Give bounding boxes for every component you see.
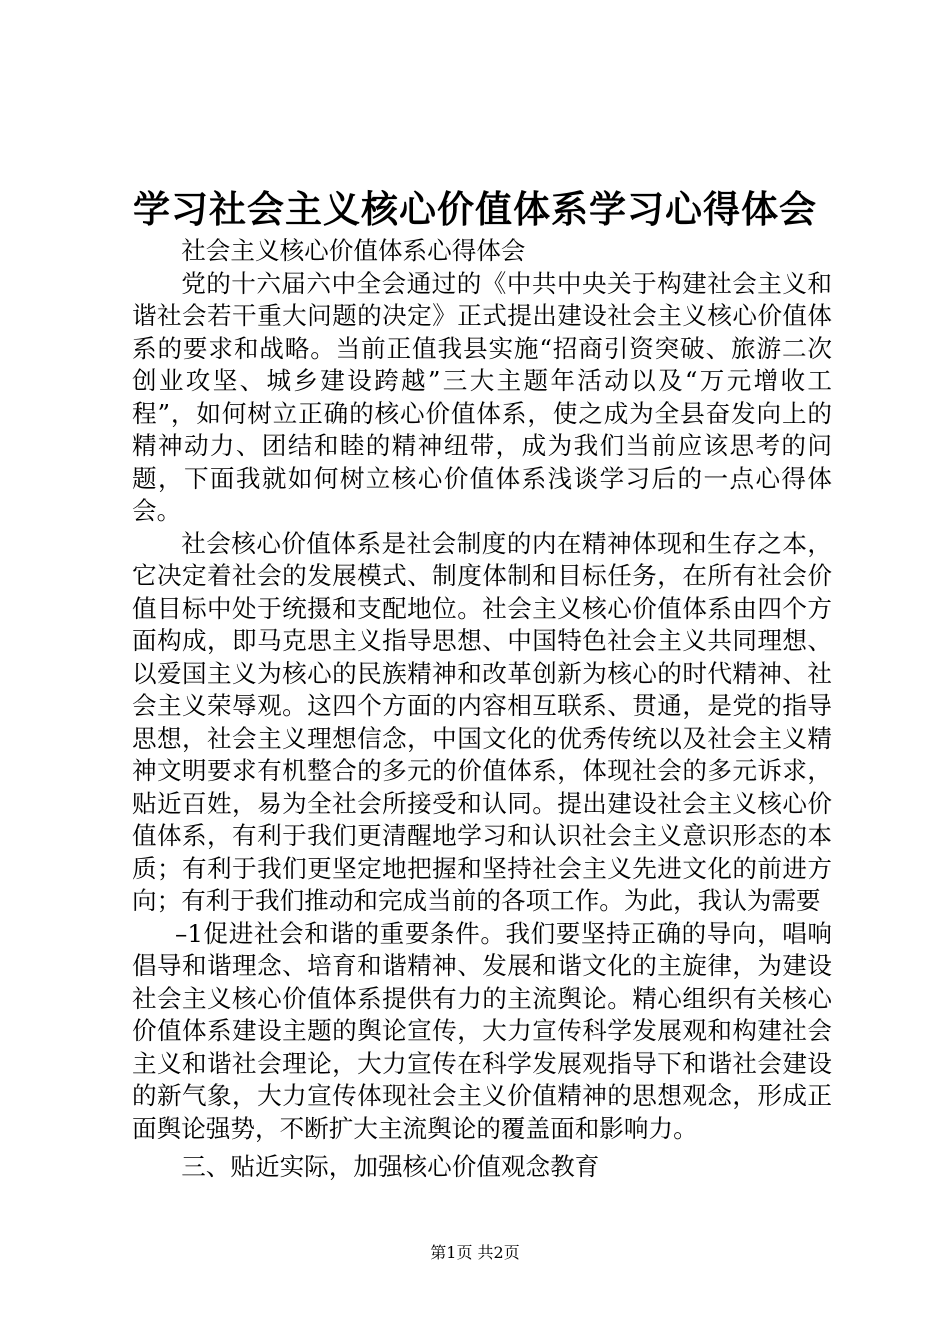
document-subtitle: 社会主义核心价值体系心得体会 <box>181 236 526 265</box>
page-footer: 第1页 共2页 <box>430 1243 520 1262</box>
document-title: 学习社会主义核心价值体系学习心得体会 <box>133 188 817 231</box>
document-body <box>132 235 832 1184</box>
paragraph-intro: 党的十六届六中全会通过的《中共中央关于构建社会主义和谐社会若干重大问题的决定》正式提出建设社会主义核心价值体系的要求和战略。当前正值我县实施“招商引资突破、旅游二次创业攻坚、城乡建设跨越”三大主题年活动以及“万元增收工程”，如何树立正确的核心价值体系，使之成为全县奋发向上的精神动力、团结和睦的精神纽带，成为我们当前应该思考的问题，下面我就如何树立核心价值体系浅谈学习后的一点心得体会。 <box>132 268 832 525</box>
paragraph-core-values: 社会核心价值体系是社会制度的内在精神体现和生存之本，它决定着社会的发展模式、制度体制和目标任务，在所有社会价值目标中处于统摄和支配地位。社会主义核心价值体系由四个方面构成，即马克思主义指导思想、中国特色社会主义共同理想、以爱国主义为核心的民族精神和改革创新为核心的时代精神、社会主义荣辱观。这四个方面的内容相互联系、贯通，是党的指导思想，社会主义理想信念，中国文化的优秀传统以及社会主义精神文明要求有机整合的多元的价值体系，体现社会的多元诉求，贴近百姓，易为全社会所接受和认同。提出建设社会主义核心价值体系，有利于我们更清醒地学习和认识社会主义意识形态的本质；有利于我们更坚定地把握和坚持社会主义先进文化的前进方向；有利于我们推动和完成当前的各项工作。为此，我认为需要 <box>132 528 832 915</box>
paragraph-social-harmony: –1促进社会和谐的重要条件。我们要坚持正确的导向，唱响倡导和谐理念、培育和谐精神、发展和谐文化的主旋律，为建设社会主义核心价值体系提供有力的主流舆论。精心组织有关核心价值体系建设主题的舆论宣传，大力宣传科学发展观和构建社会主义和谐社会理论，大力宣传在科学发展观指导下和谐社会建设的新气象，大力宣传体现社会主义价值精神的思想观念，形成正面舆论强势，不断扩大主流舆论的覆盖面和影响力。 <box>132 918 832 1143</box>
section-heading: 三、贴近实际，加强核心价值观念教育 <box>181 1152 600 1181</box>
